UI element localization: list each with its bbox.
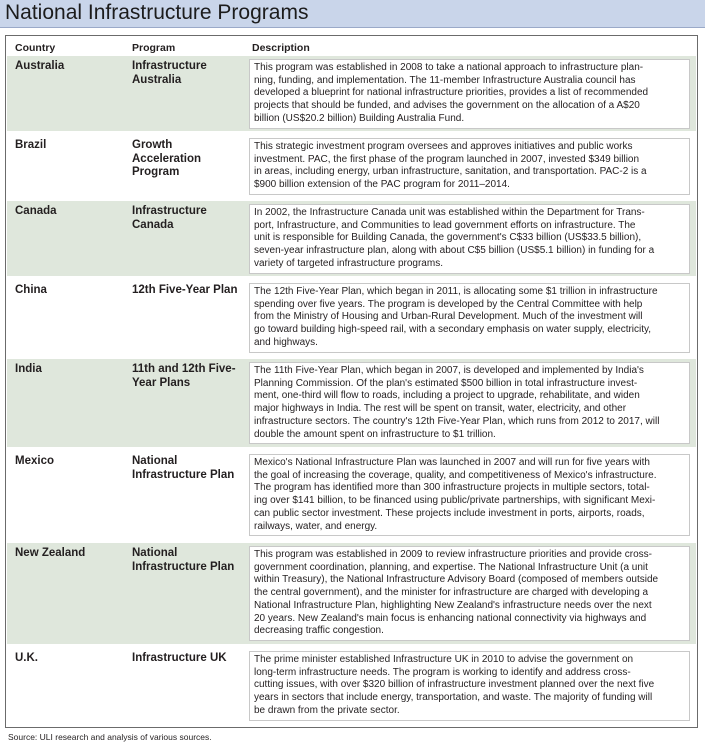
description-line: National Infrastructure Plan, highlighting New Zealand's infrastructure needs over the next [254,599,652,611]
description-line: port, Infrastructure, and Communities to lead government efforts on infrastructure. The [254,219,636,231]
description-line: The prime minister established Infrastructure UK in 2010 to advise the government on [254,654,634,665]
programs-table [5,35,698,728]
description-line: The 12th Five-Year Plan, which began in 2011, is allocating some $1 trillion in infrastructure [254,286,658,297]
description-line: from the Ministry of Housing and Urban-Rural Development. Much of the investment will [254,311,643,323]
description-line: infrastructure sectors. The country's 12th Five-Year Plan, which runs from 2012 to 2017, will [254,415,660,427]
country-cell: Australia [15,60,65,72]
program-cell: Infrastructure Canada [132,205,207,231]
description-line: years in sectors that include energy, transportation, and waste. The majority of funding will [254,692,653,704]
country-cell: Canada [15,205,57,217]
title-bar [0,0,705,28]
description-line: go toward building high-speed rail, with a secondary emphasis on water supply, electricity, [254,324,652,336]
description-line: double the amount spent on infrastructure to $1 trillion. [254,428,496,440]
program-cell: Infrastructure UK [132,652,227,664]
country-cell: China [15,284,47,296]
country-cell: New Zealand [15,547,86,559]
country-cell: India [15,363,42,375]
column-header-country: Country [15,42,56,54]
description-line: Planning Commission. Of the plan's estimated $500 billion in total infrastructure invest- [254,377,638,389]
description-line: spending over five years. The program is developed by the Central Committee with help [254,298,643,310]
description-line: investment. PAC, the first phase of the program launched in 2007, invested $349 billion [254,153,640,165]
description-line: This program was established in 2009 to review infrastructure priorities and provide cross- [254,549,652,560]
description-cell [249,283,690,353]
table-row-australia [7,56,696,131]
description-line: projects that should be funded, and advises the government on the allocation of a A$20 [254,100,640,112]
description-line: the goal of increasing the coverage, quality, and competitiveness of Mexico's infrastructure. [254,469,657,481]
page-title: National Infrastructure Programs [5,1,309,24]
description-line: In 2002, the Infrastructure Canada unit was established within the Department for Trans- [254,207,645,218]
description-cell [249,546,690,641]
description-line: Mexico's National Infrastructure Plan was launched in 2007 and will run for five years with [254,457,650,468]
table-row-uk [7,648,696,725]
country-cell: U.K. [15,652,38,664]
description-cell [249,454,690,536]
program-cell: 12th Five-Year Plan [132,284,238,296]
description-cell [249,651,690,721]
description-line: This strategic investment program oversees and approves initiatives and public works [254,141,633,152]
description-line: 20 years. New Zealand's main focus is enhancing national connectivity via highways and [254,612,647,624]
description-line: government coordination, planning, and expertise. The National Infrastructure Unit (a unit [254,561,648,573]
description-line: and highways. [254,336,318,348]
description-cell [249,204,690,274]
column-header-program: Program [132,42,176,54]
table-row-new-zealand [7,543,696,644]
description-line: within Treasury), the National Infrastructure Advisory Board (composed of members outside [254,574,659,586]
description-line: ing over $141 billion, to be financed using public/private partnerships, with significant Mexi- [254,495,656,507]
description-line: cutting issues, with over $320 billion of infrastructure investment planned over the next five [254,679,655,691]
description-line: long-term infrastructure needs. The program is working to identify and address cross- [254,666,631,678]
source-note: Source: ULI research and analysis of various sources. [8,732,212,742]
program-cell: Infrastructure Australia [132,60,207,86]
description-line: railways, water, and energy. [254,520,378,532]
description-line: unit is responsible for Building Canada, the government's C$33 billion (US$33.5 billion), [254,232,642,244]
description-line: seven-year infrastructure plan, along with about C$5 billion (US$5.1 billion) in funding for a [254,245,655,257]
description-line: ning, funding, and implementation. The 11-member Infrastructure Australia council has [254,74,636,86]
program-cell: National Infrastructure Plan [132,547,235,573]
description-line: the central government), and the minister for infrastructure are charged with developing a [254,587,649,599]
description-line: be drawn from the private sector. [254,704,400,716]
program-cell: National Infrastructure Plan [132,455,235,481]
program-cell: 11th and 12th Five-Year Plans [132,363,236,389]
description-line: in areas, including energy, urban infrastructure, sanitation, and transportation. PAC-2 is a [254,166,647,178]
description-line: decreasing traffic congestion. [254,625,384,637]
country-cell: Mexico [15,455,54,467]
description-line: This program was established in 2008 to take a national approach to infrastructure plan- [254,62,644,73]
description-cell [249,59,690,129]
description-line: The 11th Five-Year Plan, which began in 2007, is developed and implemented by India's [254,365,644,376]
table-row-china [7,280,696,355]
description-line: variety of targeted infrastructure programs. [254,257,443,269]
description-cell [249,138,690,195]
table-row-brazil [7,135,696,197]
description-cell [249,362,690,444]
description-line: developed a blueprint for national infrastructure priorities, provides a list of recommended [254,87,649,99]
description-line: ment, one-third will flow to roads, including a project to upgrade, rehabilitate, and widen [254,390,640,402]
country-cell: Brazil [15,139,47,151]
table-row-mexico [7,451,696,539]
table-row-india [7,359,696,447]
description-line: $900 billion extension of the PAC program for 2011–2014. [254,179,510,191]
description-line: The program has identified more than 300 infrastructure projects in multiple sectors, total- [254,482,650,494]
program-cell: Growth Acceleration Program [132,139,202,179]
column-header-description: Description [252,42,310,54]
table-row-canada [7,201,696,276]
description-line: can public sector investment. These projects include investment in ports, airports, roads, [254,507,645,519]
description-line: billion (US$20.2 billion) Building Australia Fund. [254,112,465,124]
description-line: major highways in India. The rest will be spent on transit, water, electricity, and other [254,403,627,415]
